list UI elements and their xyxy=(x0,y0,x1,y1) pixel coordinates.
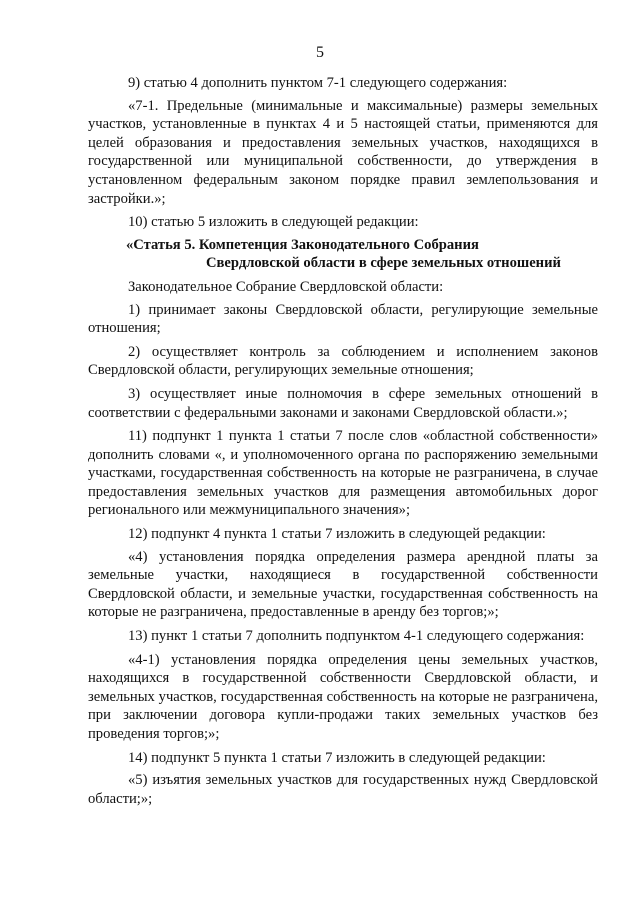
paragraph-item-12: 12) подпункт 4 пункта 1 статьи 7 изложить в следующей редакции: xyxy=(128,526,546,543)
paragraph-power-2: 2) осуществляет контроль за соблюдением и исполнением законов Свердловской области, регулирующих земельные отношения; xyxy=(88,343,598,379)
paragraph-article-4-7-1: «7-1. Предельные (минимальные и максимальные) размеры земельных участков, установленные в пунктах 4 и 5 настоящей статьи, применяются для целей образования и предоставления земельных участков, находящихся в государственной или муниципальной собственности, до утверждения в установленном федеральным законом порядке правил землепользования и застройки.»; xyxy=(88,97,598,207)
page-number: 5 xyxy=(316,44,324,61)
paragraph-power-1: 1) принимает законы Свердловской области, регулирующие земельные отношения; xyxy=(88,301,598,337)
article-5-heading-line1: «Статья 5. Компетенция Законодательного Собрания xyxy=(126,236,479,253)
paragraph-item-10: 10) статью 5 изложить в следующей редакции: xyxy=(128,214,419,231)
paragraph-subitem-4-1: «4-1) установления порядка определения цены земельных участков, находящихся в государственной собственности Свердловской области, и земельных участков, государственная собственность на которые не разграничена, при заключении договора купли-продажи таких земельных участков без проведения торгов;»; xyxy=(88,651,598,742)
article-5-heading xyxy=(88,236,598,273)
paragraph-assembly-intro: Законодательное Собрание Свердловской области: xyxy=(128,278,444,295)
document-body xyxy=(88,74,598,813)
paragraph-item-14: 14) подпункт 5 пункта 1 статьи 7 изложить в следующей редакции: xyxy=(128,749,546,766)
paragraph-power-3: 3) осуществляет иные полномочия в сфере земельных отношений в соответствии с федеральными законами и законами Свердловской области.»; xyxy=(88,385,598,421)
paragraph-item-9: 9) статью 4 дополнить пунктом 7-1 следующего содержания: xyxy=(128,75,508,91)
paragraph-item-13: 13) пункт 1 статьи 7 дополнить подпунктом 4-1 следующего содержания: xyxy=(128,628,585,645)
paragraph-subitem-4: «4) установления порядка определения размера арендной платы за земельные участки, находящиеся в государственной собственности Свердловской области, и земельные участки, государственная собственность на которые не разграничена, предоставленные в аренду без торгов;»; xyxy=(88,548,598,621)
paragraph-subitem-5: «5) изъятия земельных участков для государственных нужд Свердловской области;»; xyxy=(88,772,598,807)
article-5-heading-line2: Свердловской области в сфере земельных отношений xyxy=(206,255,561,272)
paragraph-item-11: 11) подпункт 1 пункта 1 статьи 7 после слов «областной собственности» дополнить словами «, и уполномоченного органа по распоряжению земельными участками, государственная собственность на которые не разграничена, в случае предоставления земельных участков для размещения автомобильных дорог регионального или межмуниципального значения»; xyxy=(88,428,598,519)
